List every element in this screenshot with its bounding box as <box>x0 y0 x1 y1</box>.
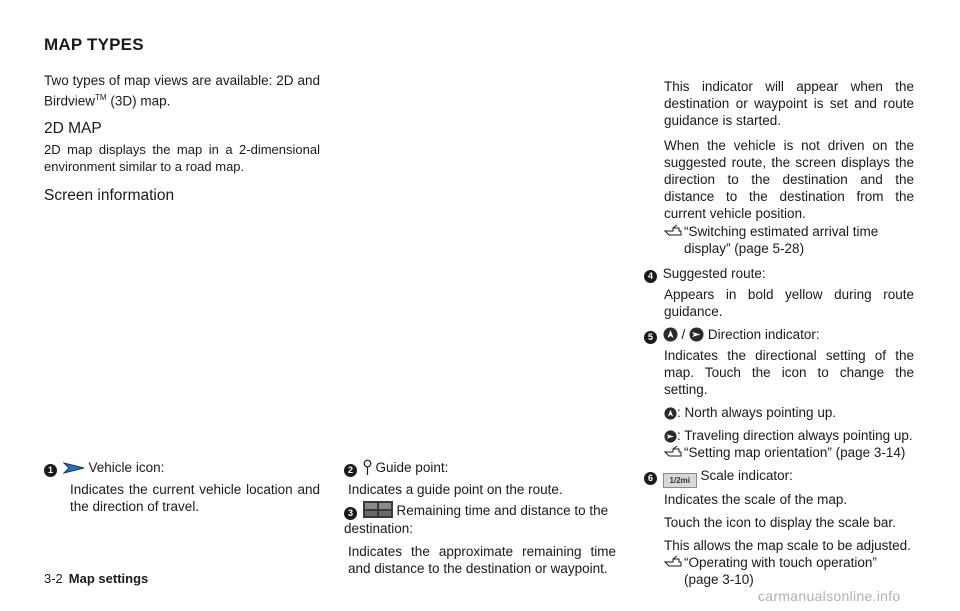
item-3-label: Remaining time and distance to the destination: <box>344 503 609 536</box>
north-up-icon <box>663 327 678 342</box>
item-4 <box>644 265 914 283</box>
item-3-desc: Indicates the approximate remaining time and distance to the destination or waypoint. <box>348 544 616 576</box>
scale-touch-text: Touch the icon to display the scale bar. <box>664 515 896 530</box>
item-6-number: 6 <box>644 472 657 485</box>
scale-adjust-text: This allows the map scale to be adjusted. <box>664 538 911 553</box>
screen-info-title: Screen information <box>44 186 175 204</box>
item-3-number: 3 <box>344 507 357 520</box>
scale-indicator-icon: 1/2mi <box>663 473 697 488</box>
item-1-header <box>44 459 320 477</box>
item-6-desc: Indicates the scale of the map. <box>664 492 848 507</box>
item-1-number: 1 <box>44 464 57 477</box>
item-5-number: 5 <box>644 331 657 344</box>
reference-hand-icon <box>664 445 682 458</box>
site-watermark: carmanualsonline.info <box>758 588 901 604</box>
reference-hand-icon <box>664 555 682 568</box>
intro-text-main: Two types of map views are available: 2D and Birdview <box>44 73 320 109</box>
item-5-label: Direction indicator: <box>707 327 820 342</box>
north-up-text: : North always pointing up. <box>677 405 837 420</box>
heading-up-small-icon <box>664 430 677 443</box>
section-2d-map-title: 2D MAP <box>44 119 102 137</box>
ref-map-orientation-text: “Setting map orientation” (page 3-14) <box>684 445 906 460</box>
item-3 <box>344 501 616 537</box>
item-4-desc: Appears in bold yellow during route guidance. <box>664 287 914 319</box>
guide-point-icon <box>363 459 372 475</box>
item-6 <box>644 467 914 488</box>
ref-map-orientation <box>644 444 914 461</box>
item-1-desc: Indicates the current vehicle location and the direction of travel. <box>70 482 320 514</box>
item-2-label: Guide point: <box>375 460 449 475</box>
intro-text-end: (3D) map. <box>106 93 171 109</box>
item-6-label: Scale indicator: <box>700 468 793 483</box>
ref-switching-arrival-text: “Switching estimated arrival time display” (page 5-28) <box>684 224 879 256</box>
indicator-appear-text: This indicator will appear when the destination or waypoint is set and route guidance is started. <box>664 79 914 128</box>
north-up-line <box>644 404 914 421</box>
middle-column <box>344 459 616 577</box>
ref-touch-operation-text: “Operating with touch operation” (page 3-10) <box>684 555 877 587</box>
trademark-sup: TM <box>95 93 107 102</box>
page-footer <box>44 570 148 587</box>
page-heading: MAP TYPES <box>44 35 144 54</box>
item-1-label: Vehicle icon: <box>88 460 165 475</box>
heading-up-icon <box>689 327 704 342</box>
heading-up-text: : Traveling direction always pointing up. <box>677 428 913 443</box>
item-5 <box>644 326 914 344</box>
reference-hand-icon <box>664 224 682 237</box>
item-2-number: 2 <box>344 464 357 477</box>
right-column <box>644 78 914 588</box>
heading-up-line <box>644 427 914 444</box>
item-4-label: Suggested route: <box>662 266 766 281</box>
off-route-text: When the vehicle is not driven on the suggested route, the screen displays the direction to the destination and the distance to the destination from the current vehicle position. <box>664 138 914 221</box>
item-4-number: 4 <box>644 270 657 283</box>
ref-touch-operation <box>644 554 914 588</box>
intro-block <box>44 72 320 204</box>
section-2d-map-desc: 2D map displays the map in a 2-dimensional environment similar to a road map. <box>44 141 320 174</box>
item-2 <box>344 459 616 477</box>
item-2-desc: Indicates a guide point on the route. <box>348 482 563 497</box>
ref-switching-arrival <box>644 223 914 257</box>
item-1 <box>44 459 320 515</box>
item-5-slash: / <box>681 327 686 342</box>
remaining-time-icon <box>363 501 393 518</box>
page-number: 3-2 <box>44 571 63 586</box>
item-5-desc: Indicates the directional setting of the map. Touch the icon to change the setting. <box>664 348 914 397</box>
intro-text <box>44 72 320 110</box>
north-up-small-icon <box>664 407 677 420</box>
section-name: Map settings <box>68 571 149 586</box>
vehicle-icon <box>63 461 85 475</box>
